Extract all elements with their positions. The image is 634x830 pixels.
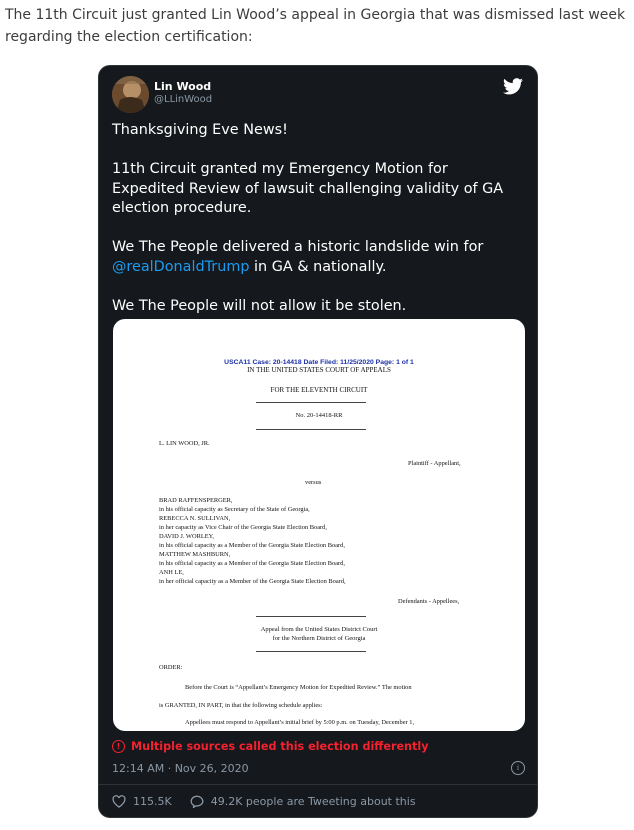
divider (99, 784, 537, 785)
article-intro-text: The 11th Circuit just granted Lin Wood’s appeal in Georgia that was dismissed last week regarding the election certification: (5, 7, 626, 45)
doc-divider (256, 651, 366, 652)
doc-divider (256, 429, 366, 430)
doc-body-line: Before the Court is “Appellant’s Emergency Motion for Expedited Review.” The motion (185, 684, 412, 691)
doc-case-number: No. 20-14418-RR (295, 412, 343, 419)
twitter-bird-icon[interactable] (503, 78, 523, 95)
doc-defendant-line: REBECCA N. SULLIVAN, (159, 515, 231, 522)
doc-appeal-line: Appeal from the United States District Court (260, 626, 378, 633)
doc-plaintiff: L. LIN WOOD, JR. (159, 440, 210, 447)
doc-defendant-line: MATTHEW MASHBURN, (159, 551, 231, 558)
heart-icon[interactable] (112, 795, 126, 808)
comment-icon[interactable] (190, 795, 204, 808)
warning-text: Multiple sources called this election differently (131, 740, 429, 753)
doc-case-header: USCA11 Case: 20-14418 Date Filed: 11/25/2020 Page: 1 of 1 (224, 359, 414, 366)
doc-defendant-line: in his official capacity as Secretary of the State of Georgia, (159, 506, 310, 513)
like-count[interactable]: 115.5K (133, 795, 172, 808)
doc-appeal-line: for the Northern District of Georgia (272, 635, 366, 642)
doc-defendant-line: in her official capacity as a Member of the Georgia State Election Board, (159, 578, 346, 585)
doc-defendant-line: DAVID J. WORLEY, (159, 533, 215, 540)
doc-defendant-line: in his official capacity as a Member of the Georgia State Election Board, (159, 560, 345, 567)
doc-order-label: ORDER: (159, 664, 183, 671)
tweeting-count[interactable]: 49.2K people are Tweeting about this (210, 795, 416, 808)
tweet-text-segment: in GA & nationally. (249, 258, 387, 275)
avatar-image (112, 76, 149, 113)
doc-body-line: Appellees must respond to Appellant’s initial brief by 5:00 p.m. on Tuesday, December 1, (185, 719, 415, 726)
doc-defendant-line: BRAD RAFFENSPERGER, (159, 497, 233, 504)
embedded-tweet[interactable] (98, 65, 538, 818)
doc-plaintiff-role: Plaintiff - Appellant, (408, 460, 461, 467)
avatar[interactable] (112, 76, 149, 113)
tweet-text-segment: We The People delivered a historic landslide win for (112, 239, 484, 255)
tweet-paragraph: 11th Circuit granted my Emergency Motion for Expedited Review of lawsuit challenging validity of GA election procedure. (112, 161, 504, 216)
election-warning-label[interactable] (112, 740, 429, 753)
court-order-image[interactable] (113, 319, 525, 731)
doc-defendants-role: Defendants - Appellees, (398, 598, 460, 605)
info-icon[interactable]: i (511, 761, 525, 775)
author-handle[interactable]: @LLinWood (154, 94, 213, 105)
warning-icon: ! (112, 740, 125, 753)
doc-defendant-line: ANH LE, (159, 569, 184, 576)
mention-link[interactable]: @realDonaldTrump (112, 258, 250, 275)
author-name[interactable]: Lin Wood (154, 80, 212, 93)
doc-court-name: IN THE UNITED STATES COURT OF APPEALS (247, 366, 391, 374)
tweet-paragraph: Thanksgiving Eve News! (112, 122, 288, 138)
tweet-timestamp[interactable]: 12:14 AM · Nov 26, 2020 (112, 762, 249, 775)
tweet-paragraph (112, 238, 522, 277)
tweet-paragraph: We The People will not allow it be stolen. (112, 297, 407, 314)
doc-defendant-line: in his official capacity as a Member of the Georgia State Election Board, (159, 542, 345, 549)
doc-defendant-line: in her capacity as Vice Chair of the Georgia State Election Board, (159, 524, 327, 531)
doc-circuit: FOR THE ELEVENTH CIRCUIT (270, 386, 368, 394)
doc-divider (256, 616, 366, 617)
tweet-text (112, 121, 522, 336)
doc-body-line: is GRANTED, IN PART, in that the following schedule applies: (159, 702, 323, 709)
doc-versus: versus (305, 479, 322, 486)
tweet-actions (112, 795, 416, 808)
doc-divider (256, 402, 366, 403)
